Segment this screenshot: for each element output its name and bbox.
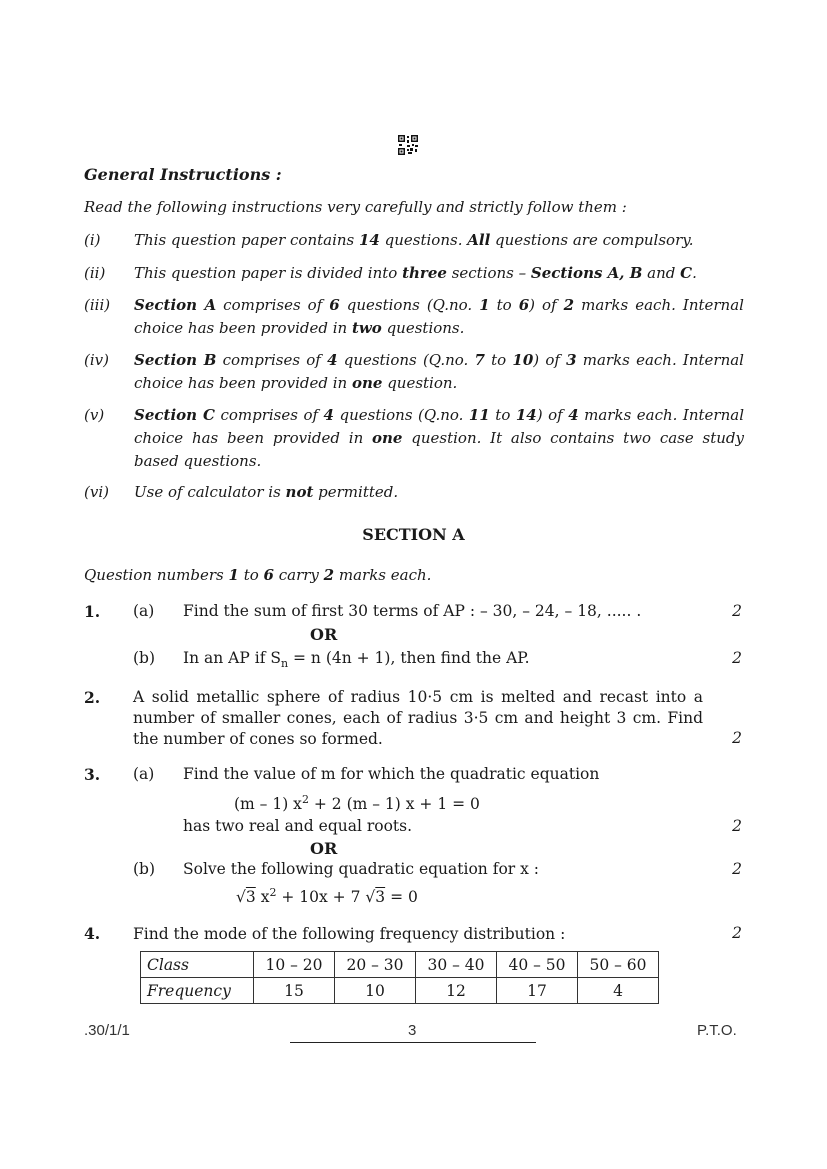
table-header-cell: Class xyxy=(141,952,254,978)
pto-label: P.T.O. xyxy=(697,1022,737,1039)
instruction-item: (vi) Use of calculator is not permitted. xyxy=(84,481,744,504)
paper-code: .30/1/1 xyxy=(84,1022,130,1039)
instructions-intro: Read the following instructions very carefully and strictly follow them : xyxy=(84,198,627,216)
question-number: 4. xyxy=(84,924,101,943)
question-number: 1. xyxy=(84,602,101,621)
marks: 2 xyxy=(732,860,742,878)
or-separator: OR xyxy=(310,839,338,858)
question-text: In an AP if $S_n = n$ (4n + 1), then find the AP. xyxy=(183,649,530,671)
table-cell: 4 xyxy=(578,978,659,1004)
general-instructions-title: General Instructions : xyxy=(84,165,282,184)
question-text: A solid metallic sphere of radius 10·5 cm is melted and recast into a number of smaller cones, each of radius 3·5 cm and height 3 cm. Find the number of cones so formed. xyxy=(133,688,703,748)
marks: 2 xyxy=(732,729,742,747)
instruction-item: (iii) Section A comprises of 6 questions (Q.no. 1 to 6) of 2 marks each. Internal choice has been provided in two questions. xyxy=(84,296,744,337)
equation: √3 $x^2 + 10x + 7$ √3 = 0 xyxy=(236,886,418,907)
instruction-item: (v) Section C comprises of 4 questions (Q.no. 11 to 14) of 4 marks each. Internal choice has been provided in one question. It also contains two case study based questions. xyxy=(84,406,744,470)
part-label: (a) xyxy=(133,602,155,620)
equation: (m – 1) $x^2 + 2$ (m – 1) x + 1 = 0 xyxy=(234,793,480,814)
instruction-number: (vi) xyxy=(84,483,109,501)
section-heading: SECTION A xyxy=(362,525,465,544)
question-number: 2. xyxy=(84,688,101,707)
table-cell: 12 xyxy=(416,978,497,1004)
marks: 2 xyxy=(732,924,742,942)
table-row xyxy=(141,978,659,1004)
footer-divider xyxy=(290,1042,536,1043)
part-label: (b) xyxy=(133,860,156,878)
instruction-number: (v) xyxy=(84,406,105,424)
marks: 2 xyxy=(732,817,742,835)
table-cell: 40 – 50 xyxy=(497,952,578,978)
marks: 2 xyxy=(732,649,742,667)
instruction-number: (ii) xyxy=(84,264,106,282)
table-cell: 10 xyxy=(335,978,416,1004)
marks: 2 xyxy=(732,602,742,620)
instruction-number: (i) xyxy=(84,231,101,249)
frequency-table xyxy=(140,951,659,1004)
table-cell: 10 – 20 xyxy=(254,952,335,978)
instruction-item: (iv) Section B comprises of 4 questions (Q.no. 7 to 10) of 3 marks each. Internal choice has been provided in one question. xyxy=(84,351,744,392)
qr-code-icon xyxy=(398,135,418,155)
table-cell: 20 – 30 xyxy=(335,952,416,978)
section-note: Question numbers 1 to 6 carry 2 marks each. xyxy=(84,566,432,584)
page-number: 3 xyxy=(408,1022,417,1039)
table-cell: 30 – 40 xyxy=(416,952,497,978)
instruction-number: (iii) xyxy=(84,296,111,314)
question-text: Solve the following quadratic equation for x : xyxy=(183,860,540,878)
instruction-item: (i) This question paper contains 14 questions. All questions are compulsory. xyxy=(84,229,744,252)
instruction-item: (ii) This question paper is divided into three sections – Sections A, B and C. xyxy=(84,262,744,285)
instruction-number: (iv) xyxy=(84,351,109,369)
or-separator: OR xyxy=(310,625,338,644)
question-text: Find the mode of the following frequency distribution : xyxy=(133,925,566,943)
table-row xyxy=(141,952,659,978)
part-label: (b) xyxy=(133,649,156,667)
part-label: (a) xyxy=(133,765,155,783)
table-header-cell: Frequency xyxy=(141,978,254,1004)
question-text: has two real and equal roots. xyxy=(183,817,413,835)
table-cell: 15 xyxy=(254,978,335,1004)
question-text: Find the sum of first 30 terms of AP : – 30, – 24, – 18, ..... . xyxy=(183,602,642,620)
question-number: 3. xyxy=(84,765,101,784)
question-text: Find the value of m for which the quadratic equation xyxy=(183,765,600,783)
table-cell: 50 – 60 xyxy=(578,952,659,978)
table-cell: 17 xyxy=(497,978,578,1004)
